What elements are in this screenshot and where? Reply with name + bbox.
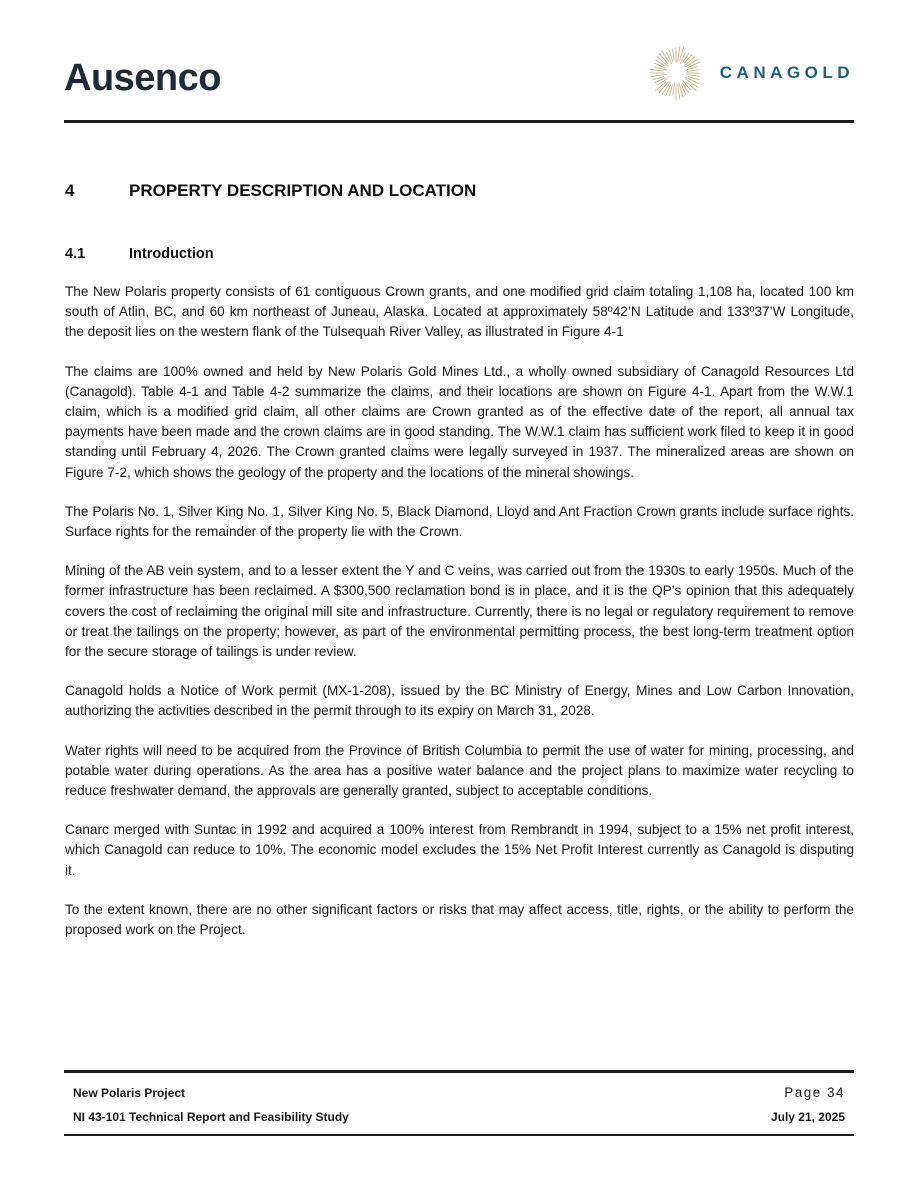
paragraph: The Polaris No. 1, Silver King No. 1, Silver King No. 5, Black Diamond, Lloyd and Ant Fraction Crown grants include surface rights. Surface rights for the remainder of the property lie with the Crown. — [65, 503, 854, 540]
sunburst-ray — [649, 69, 663, 71]
sunburst-ray — [677, 47, 679, 62]
subsection-number: 4.1 — [65, 246, 86, 262]
sunburst-ray — [687, 70, 699, 72]
ausenco-logo — [64, 54, 221, 102]
sunburst-ray — [673, 83, 675, 96]
paragraph: Canarc merged with Suntac in 1992 and acquired a 100% interest from Rembrandt in 1994, subject to a 15% net profit interest, which Canagold can reduce to 10%. The economic model excludes the 15% Net Profit Interest currently as Canagold is disputing it. — [65, 822, 854, 878]
header-divider — [64, 120, 854, 123]
paragraph: To the extent known, there are no other significant factors or risks that may affect access, title, rights, or the ability to perform the proposed work on the Project. — [65, 901, 854, 938]
sunburst-ray — [672, 49, 674, 61]
paragraph: The claims are 100% owned and held by New Polaris Gold Mines Ltd., a wholly owned subsidiary of Canagold Resources Ltd (Canagold). Table 4-1 and Table 4-2 summarize the claims, and their locations are shown on Figure 4-1. Apart from the W.W.1 claim, which is a modified grid claim, all other claims are Crown granted as of the effective date of the report, all annual tax payments have been made and the crown claims are in good standing. The W.W.1 claim has sufficient work filed to keep it in good standing until February 4, 2026. The Crown granted claims were legally surveyed in 1937. The mineralized areas are shown on Figure 7-2, which shows the geology of the property and the locations of the mineral showings. — [65, 363, 854, 480]
footer-page-number: Page 34 — [784, 1085, 845, 1100]
section-heading — [65, 176, 854, 206]
sunburst-ray — [677, 84, 679, 99]
page-body — [65, 176, 854, 940]
sunburst-icon — [646, 40, 706, 106]
sunburst-ray — [685, 67, 697, 71]
paragraph: Mining of the AB vein system, and to a lesser extent the Y and C veins, was carried out from the 1930s to early 1950s. Much of the former infrastructure has been reclaimed. A $300,500 reclamation bond is in place, and it is the QP’s opinion that this adequately covers the cost of reclaiming the original mill site and infrastructure. Currently, there is no legal or regulatory requirement to remove or treat the tailings on the property; however, as part of the environmental permitting process, the best long-term treatment option for the secure storage of tailings is under review. — [65, 563, 854, 660]
sunburst-ray — [687, 75, 699, 77]
sunburst-ray — [679, 47, 683, 61]
ausenco-logo-text: Ausenco — [64, 57, 221, 99]
footer-project: New Polaris Project — [73, 1086, 186, 1100]
canagold-logo — [646, 38, 854, 108]
paragraph: Canagold holds a Notice of Work permit (MX-1-208), issued by the BC Ministry of Energy, Mines and Low Carbon Innovation, authorizing the activities described in the permit through to its expiry on March 31, 2028. — [65, 683, 854, 719]
paragraph: The New Polaris property consists of 61 contiguous Crown grants, and one modified grid claim totaling 1,108 ha, located 100 km south of Atlin, BC, and 60 km northeast of Juneau, Alaska. Located at approximately 58º42’N Latitude and 133º37’W Longitude, the deposit lies on the western flank of the Tulsequah River Valley, as illustrated in Figure 4-1 — [65, 284, 854, 340]
paragraph: Water rights will need to be acquired from the Province of British Columbia to permit the use of water for mining, processing, and potable water during operations. As the area has a positive water balance and the project plans to maximize water recycling to reduce freshwater demand, the approvals are generally granted, subject to acceptable conditions. — [65, 742, 854, 799]
subsection-title: Introduction — [129, 246, 214, 262]
footer-date: July 21, 2025 — [770, 1110, 845, 1124]
page-footer — [73, 1082, 845, 1132]
section-title: PROPERTY DESCRIPTION AND LOCATION — [129, 181, 477, 200]
footer-divider-top — [64, 1070, 854, 1073]
footer-divider-bottom — [64, 1134, 854, 1136]
section-number: 4 — [65, 181, 75, 200]
canagold-logo-text: CANAGOLD — [719, 63, 854, 82]
subsection-heading — [65, 242, 854, 266]
sunburst-ray — [654, 67, 666, 71]
footer-report: NI 43-101 Technical Report and Feasibility Study — [73, 1110, 349, 1124]
page-header — [64, 30, 854, 122]
sunburst-ray — [651, 74, 666, 76]
